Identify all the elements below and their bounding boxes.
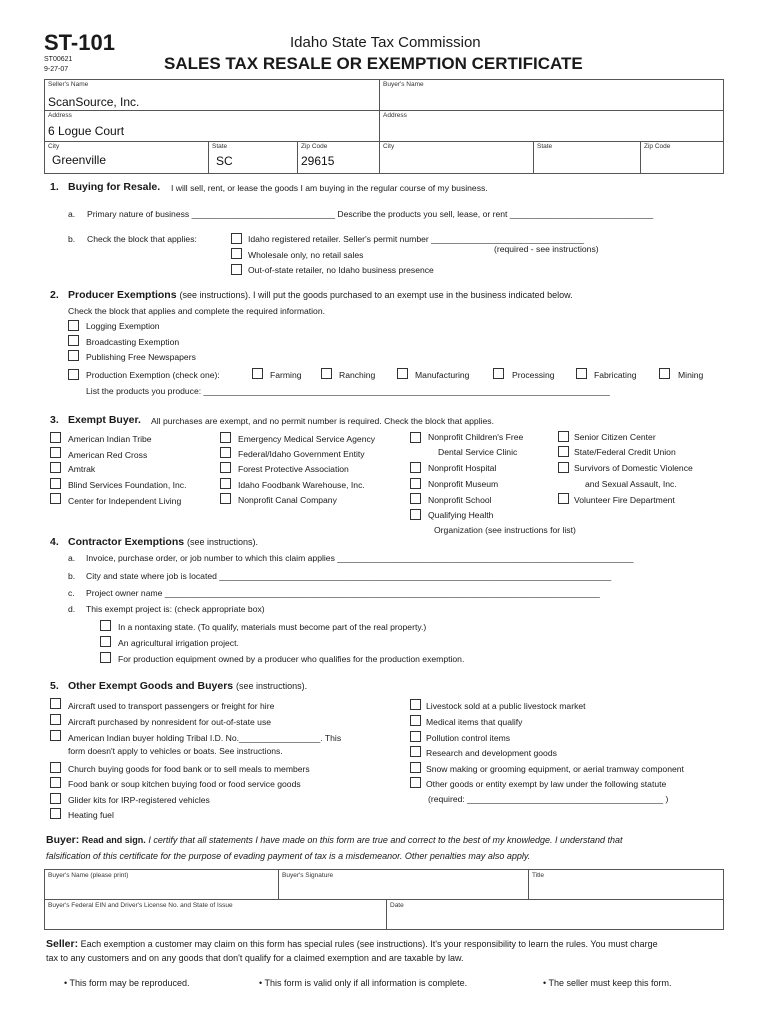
label-church-food-bank: Church buying goods for food bank or to sell meals to members xyxy=(68,764,310,774)
checkbox-free-newspapers[interactable] xyxy=(68,350,79,361)
buyer-label: Buyer: xyxy=(46,834,80,846)
label-production-equipment: For production equipment owned by a producer who qualifies for the production exemption. xyxy=(118,654,465,664)
label-pollution-control: Pollution control items xyxy=(426,733,511,743)
checkbox-nonprofit-museum[interactable] xyxy=(410,478,421,489)
checkbox-logging[interactable] xyxy=(68,320,79,331)
seller-zip-field[interactable]: 29615 xyxy=(301,154,335,168)
label-wholesale-only: Wholesale only, no retail sales xyxy=(248,250,364,260)
label-free-newspapers: Publishing Free Newspapers xyxy=(86,352,196,362)
label-amtrak: Amtrak xyxy=(68,464,96,474)
section-5-subtitle: (see instructions). xyxy=(236,681,308,691)
seller-name-field[interactable]: ScanSource, Inc. xyxy=(48,95,140,109)
seller-name-label: Seller's Name xyxy=(48,81,89,88)
label-blind-services: Blind Services Foundation, Inc. xyxy=(68,480,187,490)
checkbox-independent-living[interactable] xyxy=(50,493,61,504)
label-soup-kitchen: Food bank or soup kitchen buying food or food service goods xyxy=(68,779,301,789)
checkbox-livestock[interactable] xyxy=(410,699,421,710)
label-medical-items: Medical items that qualify xyxy=(426,717,523,727)
label-research-goods: Research and development goods xyxy=(426,748,557,758)
buyer-address-label: Address xyxy=(383,112,407,119)
section-4-title-text: Contractor Exemptions xyxy=(68,536,185,548)
label-farming: Farming xyxy=(270,370,302,380)
checkbox-wholesale-only[interactable] xyxy=(231,248,242,259)
section-4-title xyxy=(68,536,258,548)
checkbox-canal-company[interactable] xyxy=(220,493,231,504)
section-1-number: 1. xyxy=(50,181,59,193)
label-nonprofit-hospital: Nonprofit Hospital xyxy=(428,463,497,473)
section-1b-text: Check the block that applies: xyxy=(87,234,197,244)
label-mining: Mining xyxy=(678,370,704,380)
checkbox-nonprofit-hospital[interactable] xyxy=(410,462,421,473)
checkbox-aircraft-hire[interactable] xyxy=(50,698,61,709)
buyer-certification xyxy=(46,834,623,846)
section-4c-letter: c. xyxy=(68,588,75,598)
checkbox-processing[interactable] xyxy=(493,368,504,379)
section-4c-field[interactable]: Project owner name ___________________________________________________________________________________________ xyxy=(86,588,600,598)
info-box xyxy=(44,79,724,174)
seller-state-field[interactable]: SC xyxy=(216,154,233,168)
label-qualifying-health-2: Organization (see instructions for list) xyxy=(434,525,576,535)
section-4d-text: This exempt project is: (check appropriate box) xyxy=(86,604,265,614)
label-nontaxing-state: In a nontaxing state. (To qualify, materials must become part of the real property.) xyxy=(118,622,427,632)
label-credit-union: State/Federal Credit Union xyxy=(574,447,676,457)
label-qualifying-health: Qualifying Health xyxy=(428,510,494,520)
label-manufacturing: Manufacturing xyxy=(415,370,470,380)
checkbox-heating-fuel[interactable] xyxy=(50,808,61,819)
label-processing: Processing xyxy=(512,370,555,380)
checkbox-blind-services[interactable] xyxy=(50,478,61,489)
checkbox-american-red-cross[interactable] xyxy=(50,447,61,458)
section-1a-letter: a. xyxy=(68,209,76,219)
checkbox-survivors-violence[interactable] xyxy=(558,462,569,473)
checkbox-senior-citizen[interactable] xyxy=(558,431,569,442)
read-and-sign: Read and sign. xyxy=(81,835,146,845)
label-independent-living: Center for Independent Living xyxy=(68,496,182,506)
checkbox-nonprofit-school[interactable] xyxy=(410,493,421,504)
section-1-text: I will sell, rent, or lease the goods I am buying in the regular course of my business. xyxy=(171,183,488,193)
seller-city-label: City xyxy=(48,143,60,150)
footer-text-2: This form is valid only if all information is complete. xyxy=(264,978,468,988)
section-2-title-text: Producer Exemptions xyxy=(68,289,177,301)
label-foodbank-warehouse: Idaho Foodbank Warehouse, Inc. xyxy=(238,480,365,490)
checkbox-irrigation-project[interactable] xyxy=(100,636,111,647)
section-3-text: All purchases are exempt, and no permit number is required. Check the block that applies. xyxy=(151,416,494,426)
buyer-zip-label: Zip Code xyxy=(644,143,671,150)
checkbox-production-equipment[interactable] xyxy=(100,652,111,663)
seller-note-label: Seller: xyxy=(46,938,79,950)
section-4b-letter: b. xyxy=(68,571,76,581)
checkbox-glider-kits[interactable] xyxy=(50,793,61,804)
seller-note-text-2: tax to any customers and on any goods that don't qualify for a claimed exemption and are taxable by law. xyxy=(46,953,464,963)
section-1a-text[interactable]: Primary nature of business ______________________________ Describe the products you sell, lease, or rent ______________________________ xyxy=(87,209,654,219)
label-irrigation-project: An agricultural irrigation project. xyxy=(118,638,239,648)
checkbox-volunteer-fire[interactable] xyxy=(558,493,569,504)
seller-city-field[interactable]: Greenville xyxy=(52,153,107,167)
section-1-title: Buying for Resale. xyxy=(68,181,161,193)
section-2-number: 2. xyxy=(50,289,59,301)
checkbox-pollution-control[interactable] xyxy=(410,731,421,742)
footer-text-1: This form may be reproduced. xyxy=(69,978,190,988)
label-aircraft-hire: Aircraft used to transport passengers or freight for hire xyxy=(68,701,275,711)
certification-text-1: I certify that all statements I have made on this form are true and correct to the best of my knowledge. I understand that xyxy=(148,835,623,845)
checkbox-soup-kitchen[interactable] xyxy=(50,777,61,788)
checkbox-american-indian-tribe[interactable] xyxy=(50,432,61,443)
checkbox-nontaxing-state[interactable] xyxy=(100,620,111,631)
buyer-city-label: City xyxy=(383,143,395,150)
label-other-goods: Other goods or entity exempt by law under the following statute xyxy=(426,779,667,789)
checkbox-church-food-bank[interactable] xyxy=(50,762,61,773)
checkbox-production[interactable] xyxy=(68,369,79,380)
seller-state-label: State xyxy=(212,143,228,150)
checkbox-foodbank-warehouse[interactable] xyxy=(220,478,231,489)
checkbox-qualifying-health[interactable] xyxy=(410,509,421,520)
section-2-subtitle: (see instructions). I will put the goods purchased to an exempt use in the business indicated below. xyxy=(179,290,573,300)
section-4a-letter: a. xyxy=(68,553,76,563)
checkbox-registered-retailer[interactable] xyxy=(231,233,242,244)
section-4a-field[interactable]: Invoice, purchase order, or job number to which this claim applies ______________________________________________________________ xyxy=(86,553,634,563)
section-4b-field[interactable]: City and state where job is located __________________________________________________________________________________ xyxy=(86,571,612,581)
agency-name: Idaho State Tax Commission xyxy=(290,34,481,51)
label-production: Production Exemption (check one): xyxy=(86,370,220,380)
form-date: 9-27-07 xyxy=(44,66,69,73)
checkbox-mining[interactable] xyxy=(659,368,670,379)
buyer-print-name-field[interactable]: Buyer's Name (please print) xyxy=(48,872,129,879)
label-senior-citizen: Senior Citizen Center xyxy=(574,432,656,442)
label-logging: Logging Exemption xyxy=(86,321,160,331)
footer-bullet-2: • This form is valid only if all information is complete. xyxy=(259,978,468,988)
label-broadcasting: Broadcasting Exemption xyxy=(86,337,180,347)
checkbox-other-goods[interactable] xyxy=(410,777,421,788)
section-2-check-instruction: Check the block that applies and complete the required information. xyxy=(68,306,326,316)
label-american-indian-tribe: American Indian Tribe xyxy=(68,434,152,444)
checkbox-snow-making[interactable] xyxy=(410,762,421,773)
label-out-of-state-retailer: Out-of-state retailer, no Idaho business presence xyxy=(248,265,434,275)
buyer-date-field[interactable]: Date xyxy=(390,902,404,909)
seller-zip-label: Zip Code xyxy=(301,143,328,150)
section-1b-letter: b. xyxy=(68,234,76,244)
checkbox-farming[interactable] xyxy=(252,368,263,379)
checkbox-ranching[interactable] xyxy=(321,368,332,379)
permit-required-note: (required - see instructions) xyxy=(494,244,599,254)
section-5-number: 5. xyxy=(50,680,59,692)
label-childrens-dental: Nonprofit Children's Free xyxy=(428,432,524,442)
section-3-title: Exempt Buyer. xyxy=(68,414,141,426)
label-ranching: Ranching xyxy=(339,370,376,380)
checkbox-childrens-dental[interactable] xyxy=(410,432,421,443)
seller-address-label: Address xyxy=(48,112,72,119)
checkbox-broadcasting[interactable] xyxy=(68,335,79,346)
checkbox-credit-union[interactable] xyxy=(558,446,569,457)
label-glider-kits: Glider kits for IRP-registered vehicles xyxy=(68,795,210,805)
buyer-state-label: State xyxy=(537,143,553,150)
label-government-entity: Federal/Idaho Government Entity xyxy=(238,449,365,459)
label-heating-fuel: Heating fuel xyxy=(68,810,114,820)
section-4-number: 4. xyxy=(50,536,59,548)
label-nonprofit-museum: Nonprofit Museum xyxy=(428,479,499,489)
checkbox-emergency-medical[interactable] xyxy=(220,432,231,443)
checkbox-out-of-state-retailer[interactable] xyxy=(231,264,242,275)
label-forest-protective: Forest Protective Association xyxy=(238,464,349,474)
buyer-ein-field[interactable]: Buyer's Federal EIN and Driver's License No. and State of Issue xyxy=(48,902,233,909)
seller-address-field[interactable]: 6 Logue Court xyxy=(48,124,125,138)
section-5-title-text: Other Exempt Goods and Buyers xyxy=(68,680,234,692)
label-nonprofit-school: Nonprofit School xyxy=(428,495,492,505)
checkbox-forest-protective[interactable] xyxy=(220,462,231,473)
section-4d-letter: d. xyxy=(68,604,76,614)
label-snow-making: Snow making or grooming equipment, or aerial tramway component xyxy=(426,764,684,774)
page-title: SALES TAX RESALE OR EXEMPTION CERTIFICATE xyxy=(164,54,583,73)
section-4-subtitle: (see instructions). xyxy=(187,537,259,547)
form-number: ST-101 xyxy=(44,30,115,55)
checkbox-manufacturing[interactable] xyxy=(397,368,408,379)
checkbox-amtrak[interactable] xyxy=(50,462,61,473)
footer-bullet-1: • This form may be reproduced. xyxy=(64,978,190,988)
buyer-name-label: Buyer's Name xyxy=(383,81,424,88)
label-survivors-violence: Survivors of Domestic Violence xyxy=(574,463,693,473)
certification-text-2: falsification of this certificate for the purpose of evading payment of tax is a misdemeanor. Other penalties may also apply. xyxy=(46,851,531,861)
footer-text-3: The seller must keep this form. xyxy=(548,978,672,988)
label-livestock: Livestock sold at a public livestock market xyxy=(426,701,586,711)
form-code: ST00621 xyxy=(44,56,73,63)
label-tribal-id-2: form doesn't apply to vehicles or boats. See instructions. xyxy=(68,746,283,756)
label-canal-company: Nonprofit Canal Company xyxy=(238,495,337,505)
label-emergency-medical: Emergency Medical Service Agency xyxy=(238,434,376,444)
section-5-title xyxy=(68,680,307,692)
label-registered-retailer: Idaho registered retailer. Seller's permit number ________________________________ xyxy=(248,234,585,244)
checkbox-fabricating[interactable] xyxy=(576,368,587,379)
section-2-title xyxy=(68,289,573,301)
label-american-red-cross: American Red Cross xyxy=(68,450,148,460)
checkbox-medical-items[interactable] xyxy=(410,715,421,726)
checkbox-research-goods[interactable] xyxy=(410,746,421,757)
seller-note-text-1: Each exemption a customer may claim on this form has special rules (see instructions). It's your responsibility to learn the rules. You must charge xyxy=(80,939,658,949)
label-aircraft-nonresident: Aircraft purchased by nonresident for out-of-state use xyxy=(68,717,272,727)
buyer-signature-field[interactable]: Buyer's Signature xyxy=(282,872,334,879)
checkbox-government-entity[interactable] xyxy=(220,447,231,458)
label-tribal-id: American Indian buyer holding Tribal I.D. No._________________. This xyxy=(68,733,342,743)
label-volunteer-fire: Volunteer Fire Department xyxy=(574,495,675,505)
statute-field[interactable]: (required: _________________________________________ ) xyxy=(428,794,669,804)
label-childrens-dental-2: Dental Service Clinic xyxy=(438,447,518,457)
checkbox-tribal-id[interactable] xyxy=(50,730,61,741)
checkbox-aircraft-nonresident[interactable] xyxy=(50,714,61,725)
footer-bullet-3: • The seller must keep this form. xyxy=(543,978,672,988)
label-fabricating: Fabricating xyxy=(594,370,637,380)
label-survivors-violence-2: and Sexual Assault, Inc. xyxy=(585,479,677,489)
products-produced-field[interactable]: List the products you produce: _____________________________________________________________________________________ xyxy=(86,386,610,396)
seller-note xyxy=(46,938,658,950)
buyer-title-field[interactable]: Title xyxy=(532,872,545,879)
section-3-number: 3. xyxy=(50,414,59,426)
